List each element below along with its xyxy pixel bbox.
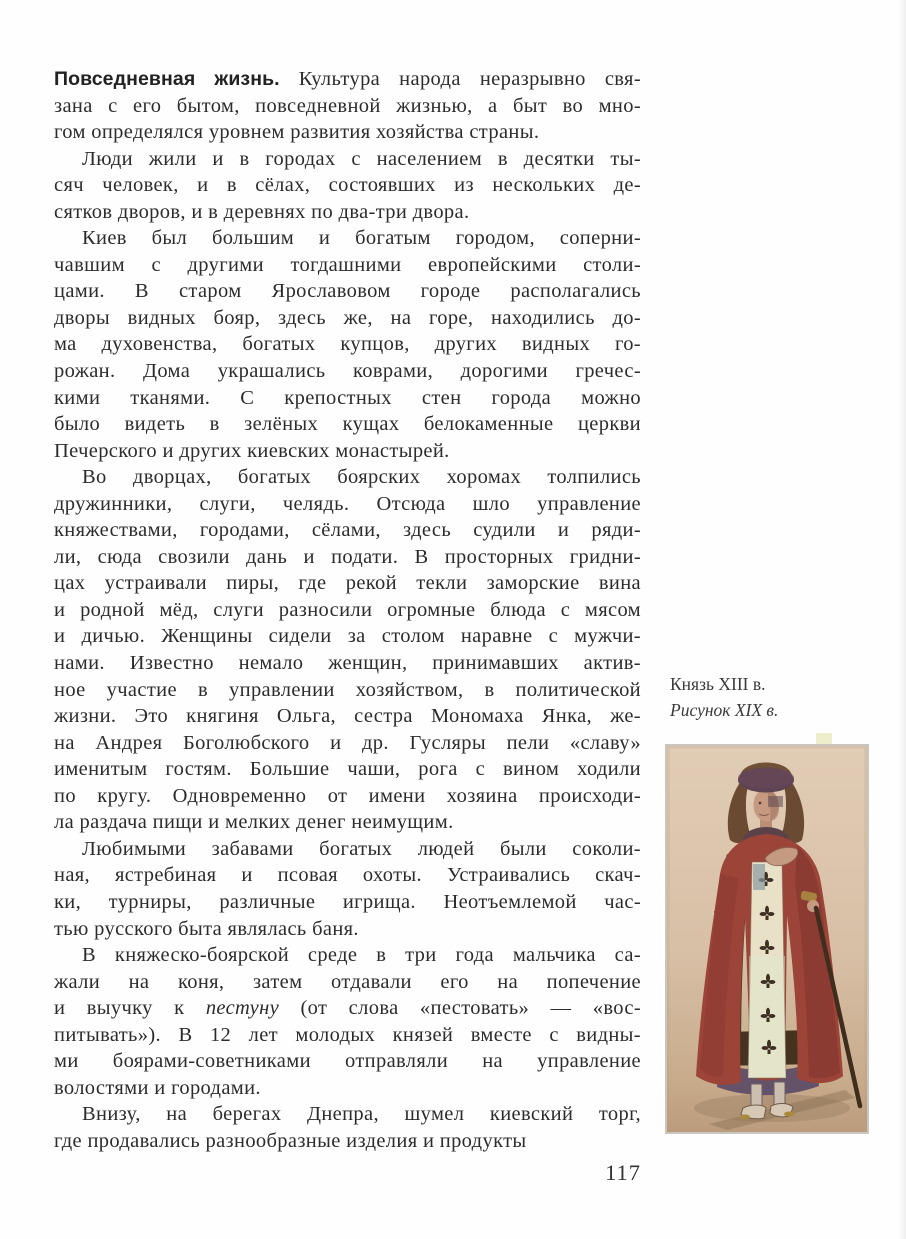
text-segment: Печерского и других киевских монастырей. <box>54 439 450 462</box>
text-line <box>54 570 641 597</box>
text-line <box>54 517 641 544</box>
figure-caption <box>670 671 890 723</box>
text-line <box>54 199 641 226</box>
text-line <box>54 331 641 358</box>
text-line <box>54 305 641 332</box>
text-line <box>54 278 641 305</box>
text-line <box>54 1101 641 1128</box>
text-segment: Любимыми забавами богатых людей были соколи- <box>82 837 641 860</box>
paragraph <box>54 464 641 836</box>
text-segment: Люди жили и в городах с населением в десятки ты- <box>82 147 641 170</box>
text-line <box>54 650 641 677</box>
text-segment: (от слова «пестовать» — «вос- <box>279 997 641 1020</box>
text-line <box>54 385 641 412</box>
text-segment: именитым гостям. Большие чаши, рога с вином ходили <box>54 758 641 781</box>
text-segment: ли, сюда свозили дань и подати. В просторных гридни- <box>54 545 641 568</box>
text-segment: чавшим с другими тогдашними европейскими столи- <box>54 253 641 276</box>
text-segment: было видеть в зелёных кущах белокаменные церкви <box>54 413 641 436</box>
paragraph <box>54 1101 641 1154</box>
text-line <box>54 464 641 491</box>
text-line <box>54 862 641 889</box>
text-line <box>54 942 641 969</box>
text-segment: сятков дворов, и в деревнях по два-три двора. <box>54 200 470 223</box>
text-segment: и выучку к <box>54 997 206 1020</box>
text-segment: цами. В старом Ярославовом городе располагались <box>54 280 641 303</box>
text-segment: и дичью. Женщины сидели за столом наравне с мужчи- <box>54 625 641 648</box>
text-line <box>54 677 641 704</box>
prince-illustration <box>665 744 869 1134</box>
paragraph <box>54 836 641 942</box>
page-number: 117 <box>605 1160 641 1185</box>
figure-caption-line2: Рисунок XIX в. <box>670 700 779 720</box>
text-segment: сяч человек, и в сёлах, состоявших из нескольких де- <box>54 174 641 197</box>
text-segment: ная, ястребиная и псовая охоты. Устраивались скач- <box>54 864 641 887</box>
text-segment: жизни. Это княгиня Ольга, сестра Мономаха Янка, же- <box>54 705 641 728</box>
text-segment: жали на коня, затем отдавали его на попечение <box>54 970 641 993</box>
text-line <box>54 809 641 836</box>
text-segment: ла раздача пищи и мелких денег неимущим. <box>54 811 454 834</box>
text-line <box>54 172 641 199</box>
paragraph <box>54 225 641 464</box>
text-segment: Во дворцах, богатых боярских хоромах толпились <box>82 466 641 489</box>
text-line <box>54 544 641 571</box>
text-line <box>54 1022 641 1049</box>
paragraph <box>54 146 641 226</box>
figure-caption-line1: Князь XIII в. <box>670 674 766 694</box>
text-segment: ма духовенства, богатых купцов, других видных го- <box>54 333 641 356</box>
text-segment: ки, турниры, различные игрища. Неотъемлемой час- <box>54 890 641 913</box>
text-segment: ми боярами-советниками отправляли на управление <box>54 1050 641 1073</box>
text-segment: по кругу. Одновременно от имени хозяина происходи- <box>54 784 641 807</box>
text-line <box>54 783 641 810</box>
text-segment: гом определялся уровнем развития хозяйства страны. <box>54 121 540 144</box>
paragraph-lead-label: Повседневная жизнь. <box>54 68 280 90</box>
text-segment: тью русского быта являлась баня. <box>54 917 359 940</box>
text-line <box>54 969 641 996</box>
text-segment: В княжеско-боярской среде в три года мальчика са- <box>82 944 641 967</box>
text-segment: Киев был большим и богатым городом, соперни- <box>82 227 641 250</box>
paragraph <box>54 66 641 146</box>
text-segment: питывать»). В 12 лет молодых князей вместе с видны- <box>54 1023 641 1046</box>
text-segment: нами. Известно немало женщин, принимавших актив- <box>54 652 641 675</box>
text-segment: Культура народа неразрывно свя- <box>279 68 641 90</box>
text-line <box>54 252 641 279</box>
text-line <box>54 597 641 624</box>
text-line <box>54 66 641 93</box>
text-line <box>54 756 641 783</box>
text-segment: ное участие в управлении хозяйством, в политической <box>54 678 641 701</box>
text-line <box>54 225 641 252</box>
text-segment: рожан. Дома украшались коврами, дорогими гречес- <box>54 360 641 383</box>
text-line <box>54 358 641 385</box>
text-segment: княжествами, городами, сёлами, здесь судили и ряди- <box>54 519 641 542</box>
text-line <box>54 93 641 120</box>
text-segment: кими тканями. С крепостных стен города можно <box>54 386 641 409</box>
text-segment: дружинники, слуги, челядь. Отсюда шло управление <box>54 492 641 515</box>
text-segment: дворы видных бояр, здесь же, на горе, находились до- <box>54 306 641 329</box>
body-text <box>54 66 641 1154</box>
text-line <box>54 889 641 916</box>
text-segment: пестуну <box>205 997 280 1020</box>
text-line <box>54 1075 641 1102</box>
text-line <box>54 916 641 943</box>
text-line <box>54 1048 641 1075</box>
text-line <box>54 1128 641 1155</box>
text-segment: волостями и городами. <box>54 1076 261 1099</box>
text-line <box>54 623 641 650</box>
scan-edge-shading <box>898 0 906 1239</box>
text-line <box>54 491 641 518</box>
text-line <box>54 411 641 438</box>
text-line <box>54 995 641 1022</box>
text-line <box>54 836 641 863</box>
text-segment: цах устраивали пиры, где рекой текли заморские вина <box>54 572 641 595</box>
text-segment: и родной мёд, слуги разносили огромные блюда с мясом <box>54 598 641 621</box>
text-segment: на Андрея Боголюбского и др. Гусляры пели «славу» <box>54 731 641 754</box>
text-segment: где продавались разнообразные изделия и продукты <box>54 1129 527 1152</box>
text-line <box>54 146 641 173</box>
text-segment: Внизу, на берегах Днепра, шумел киевский торг, <box>82 1103 641 1126</box>
text-line <box>54 730 641 757</box>
text-segment: зана с его бытом, повседневной жизнью, а быт во мно- <box>54 94 641 117</box>
paragraph <box>54 942 641 1101</box>
text-line <box>54 703 641 730</box>
text-line <box>54 438 641 465</box>
text-line <box>54 119 641 146</box>
